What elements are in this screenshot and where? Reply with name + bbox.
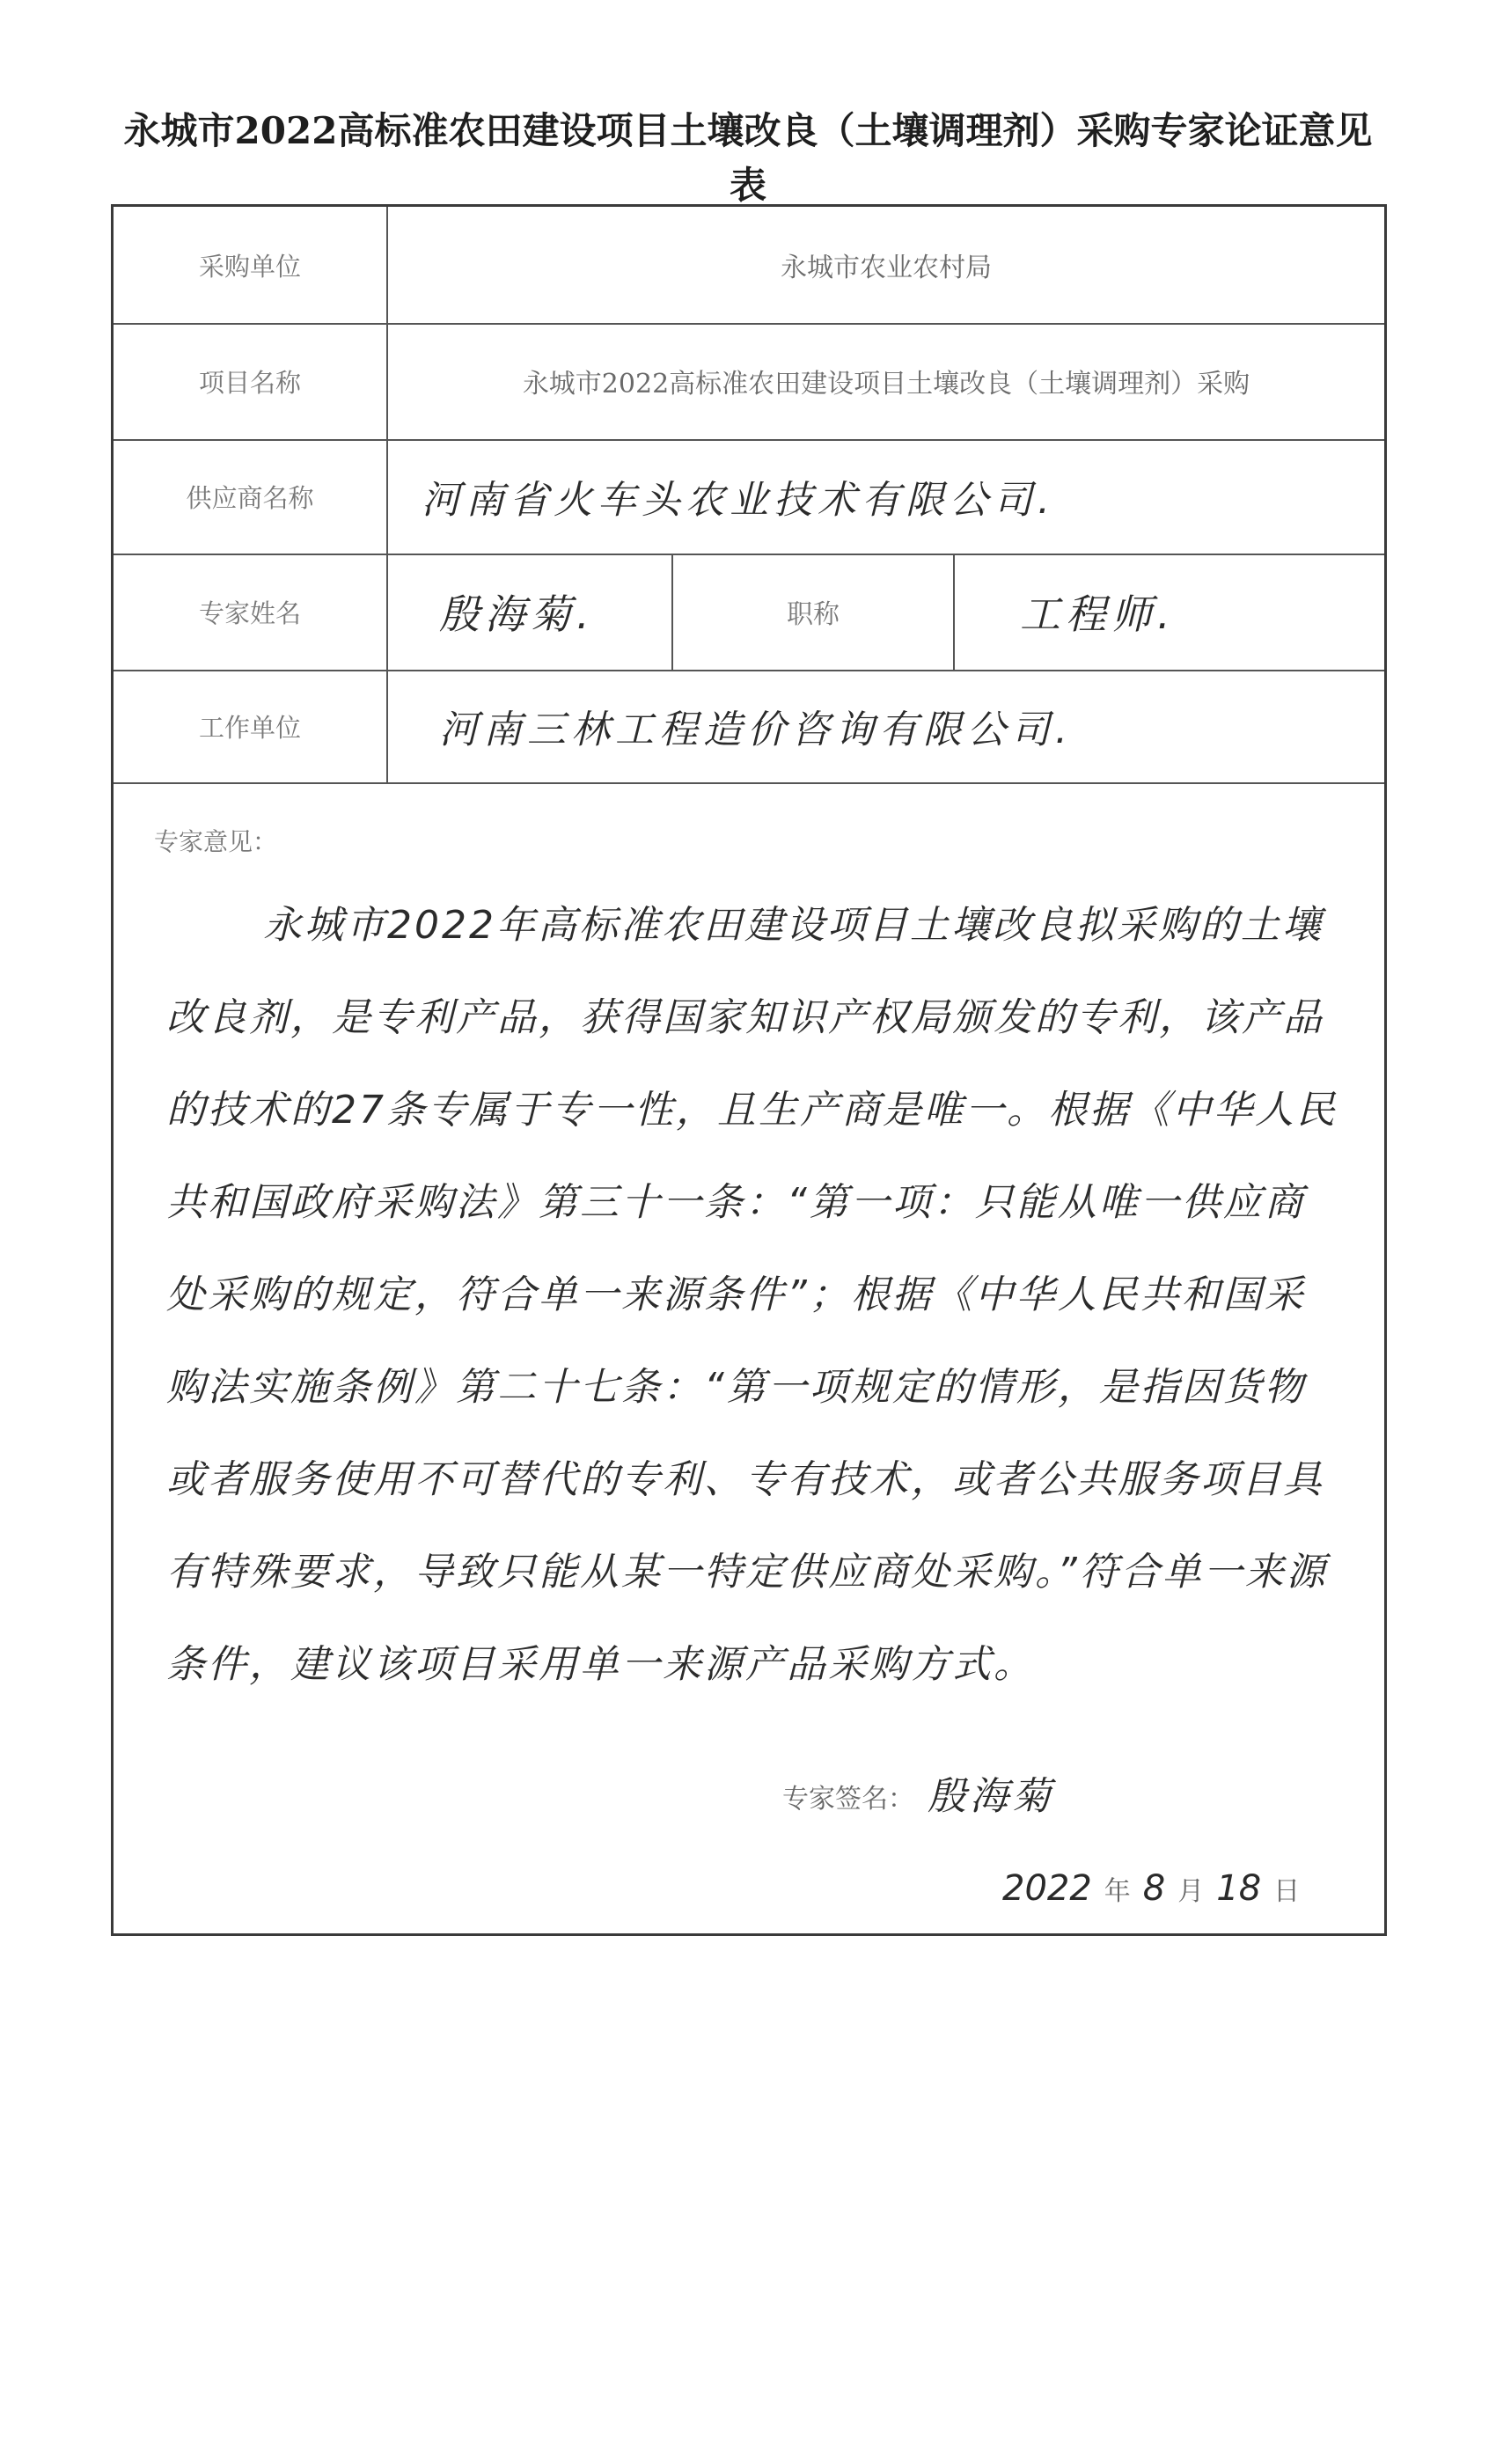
opinion-text: 永城市2022年高标准农田建设项目土壤改良拟采购的土壤改良剂，是专利产品，获得国家知识产权局颁发的专利，该产品的技术的27条专属于专一性，且生产商是唯一。根据《中华人民共和国政府采购法》第三十一条：“第一项：只能从唯一供应商处采购的规定，符合单一来源条件”；根据《中华人民共和国采购法实施条例》第二十七条：“第一项规定的情形，是指因货物或者服务使用不可替代的专利、专有技术，或者公共服务项目具有特殊要求，导致只能从某一特定供应商处采购。”符合单一来源条件，建议该项目采用单一来源产品采购方式。 (166, 903, 1338, 1687)
opinion-form (111, 204, 1387, 1936)
job-title-label: 职称 (671, 554, 955, 670)
date-year-unit: 年 (1104, 1876, 1131, 1907)
expert-name-value: 殷海菊. (439, 590, 595, 638)
row-expert (114, 554, 1384, 671)
opinion-label: 专家意见： (154, 827, 278, 856)
date-month-unit: 月 (1177, 1876, 1205, 1907)
supplier-label: 供应商名称 (114, 439, 388, 554)
date-day: 18 (1216, 1868, 1262, 1909)
job-title-value: 工程师. (1020, 590, 1176, 638)
row-workplace (114, 670, 1384, 784)
row-purchaser (114, 207, 1384, 325)
row-supplier (114, 439, 1384, 555)
opinion-section (114, 782, 1384, 1933)
workplace-label: 工作单位 (114, 670, 388, 782)
workplace-value: 河南三林工程造价咨询有限公司. (439, 708, 1073, 752)
supplier-value: 河南省火车头农业技术有限公司. (422, 478, 1055, 523)
date-year: 2022 (1002, 1868, 1092, 1909)
signature: 殷海菊 (928, 1774, 1054, 1819)
date-month: 8 (1142, 1868, 1166, 1909)
signature-label: 专家签名： (782, 1784, 914, 1815)
signing-date (1002, 1868, 1312, 1909)
expert-name-label: 专家姓名 (114, 554, 388, 670)
document-title: 永城市2022高标准农田建设项目土壤改良（土壤调理剂）采购专家论证意见表 (123, 109, 1373, 207)
purchaser-label: 采购单位 (114, 207, 388, 323)
project-label: 项目名称 (114, 323, 388, 439)
project-value: 永城市2022高标准农田建设项目土壤改良（土壤调理剂）采购 (522, 369, 1250, 400)
purchaser-value: 永城市农业农村局 (781, 253, 992, 283)
row-project (114, 323, 1384, 441)
date-day-unit: 日 (1273, 1876, 1301, 1907)
